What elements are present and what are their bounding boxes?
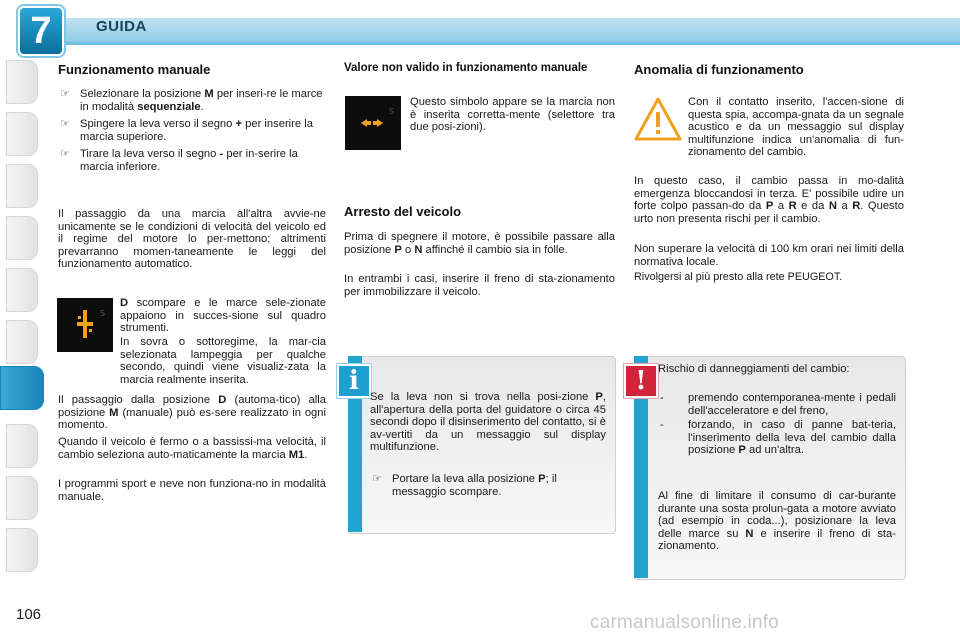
step-item: ☞ Spingere la leva verso il segno + per inserire la marcia superiore. — [60, 118, 313, 143]
manual-mode-steps — [58, 88, 326, 179]
chapter-tabs — [0, 60, 40, 580]
chapter-badge: 7 — [18, 6, 64, 56]
pointing-hand-icon: ☞ — [60, 118, 70, 131]
svg-text:S: S — [389, 107, 395, 116]
malfunction-text-3: Non superare la velocità di 100 km orari nei limiti della normativa locale. — [634, 243, 904, 268]
vehicle-stop-heading: Arresto del veicolo — [344, 204, 462, 219]
malfunction-heading: Anomalia di funzionamento — [634, 62, 804, 77]
info-box-text: Se la leva non si trova nella posi-zione P, all'apertura della porta del guidatore o circa 45 secondi dopo il disinserimento del contatto, si è av-vertiti da un messaggio sul display multifunzione. — [370, 391, 606, 454]
chapter-tab[interactable] — [6, 164, 38, 208]
chapter-tab[interactable] — [6, 112, 38, 156]
invalid-value-heading: Valore non valido in funzionamento manuale — [344, 62, 588, 74]
gear-display-icon — [57, 298, 113, 352]
invalid-value-text: Questo simbolo appare se la marcia non è inserita corretta-mente (selettore tra due posi-zioni). — [410, 96, 615, 134]
vehicle-stop-text-1: Prima di spegnere il motore, è possibile passare alla posizione P o N affinché il cambio sia in folle. — [344, 231, 615, 256]
chapter-tab[interactable] — [6, 268, 38, 312]
over-under-rev-text-start: In sovra o sottoregime, la mar-cia selezionata lampeggia per qualche secondo, quindi viene visualiz-zata la marcia realmente inserita. — [120, 336, 326, 386]
pointing-hand-icon: ☞ — [372, 473, 382, 485]
warning-item: - premendo contemporanea-mente i pedali dell'acceleratore e del freno, — [660, 392, 896, 417]
chapter-tab[interactable] — [6, 216, 38, 260]
info-box-steps — [370, 473, 606, 503]
step-item: ☞ Tirare la leva verso il segno - per in-serire la marcia inferiore. — [60, 148, 298, 173]
auto-m1-text: Quando il veicolo è fermo o a bassissi-ma velocità, il cambio seleziona auto-maticamente la marcia M1. — [58, 436, 326, 461]
step-item: ☞ Portare la leva alla posizione P; il messaggio scompare. — [372, 473, 557, 498]
chapter-tab[interactable] — [6, 476, 38, 520]
warning-item: - forzando, in caso di panne bat-teria, l'inserimento della leva del cambio dalla posizione P ad un'altra. — [660, 419, 896, 457]
warning-outro: Al fine di limitare il consumo di car-burante durante una sosta prolun-gata a motore avviato (ad esempio in coda...), posizionare la leva delle marce su N e inserire il freno di sta-zionamento. — [658, 490, 896, 553]
manual-mode-heading: Funzionamento manuale — [58, 62, 211, 77]
malfunction-text-1: Con il contatto inserito, l'accen-sione di questa spia, accompa-gnata da un segnale acustico e da un messaggio sul display multifunzione indica un'anomalia di fun-zionamento del cambio. — [688, 96, 904, 159]
invalid-gear-icon — [345, 96, 401, 150]
warning-intro: Rischio di danneggiamenti del cambio: — [658, 363, 850, 375]
warning-list — [658, 392, 896, 459]
chapter-tab[interactable] — [6, 424, 38, 468]
malfunction-text-4: Rivolgersi al più presto alla rete PEUGEOT. — [634, 271, 843, 283]
vehicle-stop-text-2: In entrambi i casi, inserire il freno di sta-zionamento per immobilizzare il veicolo. — [344, 273, 615, 298]
step-item: ☞ Selezionare la posizione M per inseri-re le marce in modalità sequenziale. — [60, 88, 323, 113]
chapter-title: GUIDA — [96, 18, 147, 35]
sport-snow-text: I programmi sport e neve non funziona-no in modalità manuale. — [58, 478, 326, 503]
chapter-tab[interactable] — [6, 60, 38, 104]
pointing-hand-icon: ☞ — [60, 148, 70, 161]
watermark: carmanualsonline.info — [590, 612, 780, 633]
page-number: 106 — [16, 606, 42, 623]
d-disappears-text: D scompare e le marce sele-zionate appaiono in succes-sione sul quadro strumenti. — [120, 297, 326, 335]
malfunction-text-2: In questo caso, il cambio passa in mo-dalità emergenza bloccandosi in terza. E' possibile udire un forte colpo passan-do da P a R e da N a R. Questo urto non presenta rischi per il cambio. — [634, 175, 904, 225]
pointing-hand-icon: ☞ — [60, 88, 70, 100]
chapter-tab[interactable] — [6, 320, 38, 364]
chapter-tab[interactable] — [6, 528, 38, 572]
exclamation-icon: ! — [624, 364, 658, 398]
d-to-m-text: Il passaggio dalla posizione D (automa-tico) alla posizione M (manuale) può es-sere realizzato in ogni momento. — [58, 394, 326, 432]
header-underline — [60, 42, 960, 45]
info-icon: i — [337, 364, 371, 398]
svg-text:S: S — [100, 309, 106, 318]
header-strip — [60, 18, 960, 42]
chapter-tab-active[interactable] — [0, 366, 44, 410]
gear-change-conditions-text: Il passaggio da una marcia all'altra avvie-ne unicamente se le condizioni di velocità del veicolo ed il regime del motore lo per-mettono; altrimenti prevarranno momen-taneamente le leggi del funzionamento automatico. — [58, 208, 326, 271]
